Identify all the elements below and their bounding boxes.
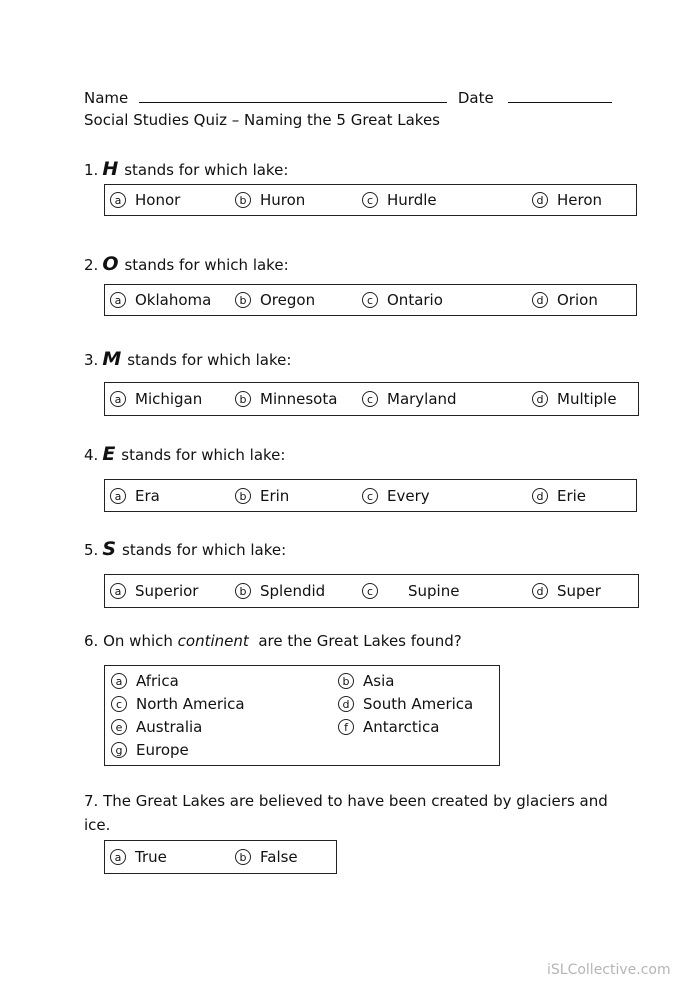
question-number: 4. — [84, 446, 99, 464]
option-c[interactable]: c Hurdle — [362, 191, 437, 209]
date-blank[interactable] — [508, 88, 612, 103]
option-c[interactable]: c North America — [111, 695, 245, 713]
option-a[interactable]: a Honor — [110, 191, 180, 209]
question-6 — [84, 632, 462, 650]
answer-box-4 — [104, 479, 637, 512]
option-c[interactable]: c Every — [362, 487, 430, 505]
question-text: stands for which lake: — [122, 541, 287, 559]
option-a[interactable]: a True — [110, 848, 167, 866]
answer-box-7 — [104, 840, 337, 874]
option-c[interactable]: c Supine — [362, 582, 459, 600]
answer-box-1 — [104, 184, 637, 216]
question-letter: E — [102, 443, 116, 465]
option-c[interactable]: c Maryland — [362, 390, 457, 408]
question-text-after: are the Great Lakes found? — [258, 632, 462, 650]
option-b[interactable]: b Erin — [235, 487, 289, 505]
answer-box-3 — [104, 382, 639, 416]
question-5 — [84, 538, 286, 560]
option-g[interactable]: g Europe — [111, 741, 189, 759]
question-3 — [84, 348, 291, 370]
option-d[interactable]: d Heron — [532, 191, 602, 209]
option-c[interactable]: c Ontario — [362, 291, 443, 309]
question-text-before: On which — [103, 632, 173, 650]
question-number: 5. — [84, 541, 99, 559]
question-number: 2. — [84, 256, 99, 274]
option-b[interactable]: b Minnesota — [235, 390, 337, 408]
option-b[interactable]: b Asia — [338, 672, 394, 690]
question-number: 6. — [84, 632, 99, 650]
answer-box-6 — [104, 665, 500, 766]
question-text: stands for which lake: — [127, 351, 292, 369]
option-d[interactable]: d Erie — [532, 487, 586, 505]
option-d[interactable]: d Orion — [532, 291, 598, 309]
question-text: stands for which lake: — [121, 446, 286, 464]
question-7-line2: ice. — [84, 816, 111, 834]
option-e[interactable]: e Australia — [111, 718, 202, 736]
question-letter: O — [102, 253, 119, 275]
quiz-title: Social Studies Quiz – Naming the 5 Great Lakes — [84, 111, 441, 129]
question-7 — [84, 792, 608, 810]
question-text: stands for which lake: — [124, 161, 289, 179]
question-letter: S — [102, 538, 116, 560]
question-2 — [84, 253, 289, 275]
option-b[interactable]: b Oregon — [235, 291, 315, 309]
question-letter: M — [102, 348, 122, 370]
watermark: iSLCollective.com — [547, 962, 671, 978]
answer-box-5 — [104, 574, 639, 608]
option-d[interactable]: d Multiple — [532, 390, 617, 408]
question-1 — [84, 158, 288, 180]
name-label: Name — [84, 89, 129, 107]
option-b[interactable]: b Splendid — [235, 582, 325, 600]
question-text: stands for which lake: — [124, 256, 289, 274]
option-d[interactable]: d Super — [532, 582, 601, 600]
date-label: Date — [457, 89, 494, 107]
question-letter: H — [102, 158, 119, 180]
option-b[interactable]: b Huron — [235, 191, 305, 209]
question-emphasis: continent — [177, 632, 249, 650]
question-text-line1: The Great Lakes are believed to have been created by glaciers and — [103, 792, 608, 810]
name-blank[interactable] — [139, 88, 447, 103]
option-a[interactable]: a Era — [110, 487, 160, 505]
question-number: 3. — [84, 351, 99, 369]
option-b[interactable]: b False — [235, 848, 298, 866]
option-a[interactable]: a Africa — [111, 672, 179, 690]
question-number: 7. — [84, 792, 99, 810]
option-a[interactable]: a Superior — [110, 582, 198, 600]
question-4 — [84, 443, 285, 465]
option-a[interactable]: a Michigan — [110, 390, 202, 408]
answer-box-2 — [104, 284, 637, 316]
name-date-row — [84, 88, 612, 107]
question-number: 1. — [84, 161, 99, 179]
option-a[interactable]: a Oklahoma — [110, 291, 211, 309]
option-d[interactable]: d South America — [338, 695, 473, 713]
option-f[interactable]: f Antarctica — [338, 718, 439, 736]
